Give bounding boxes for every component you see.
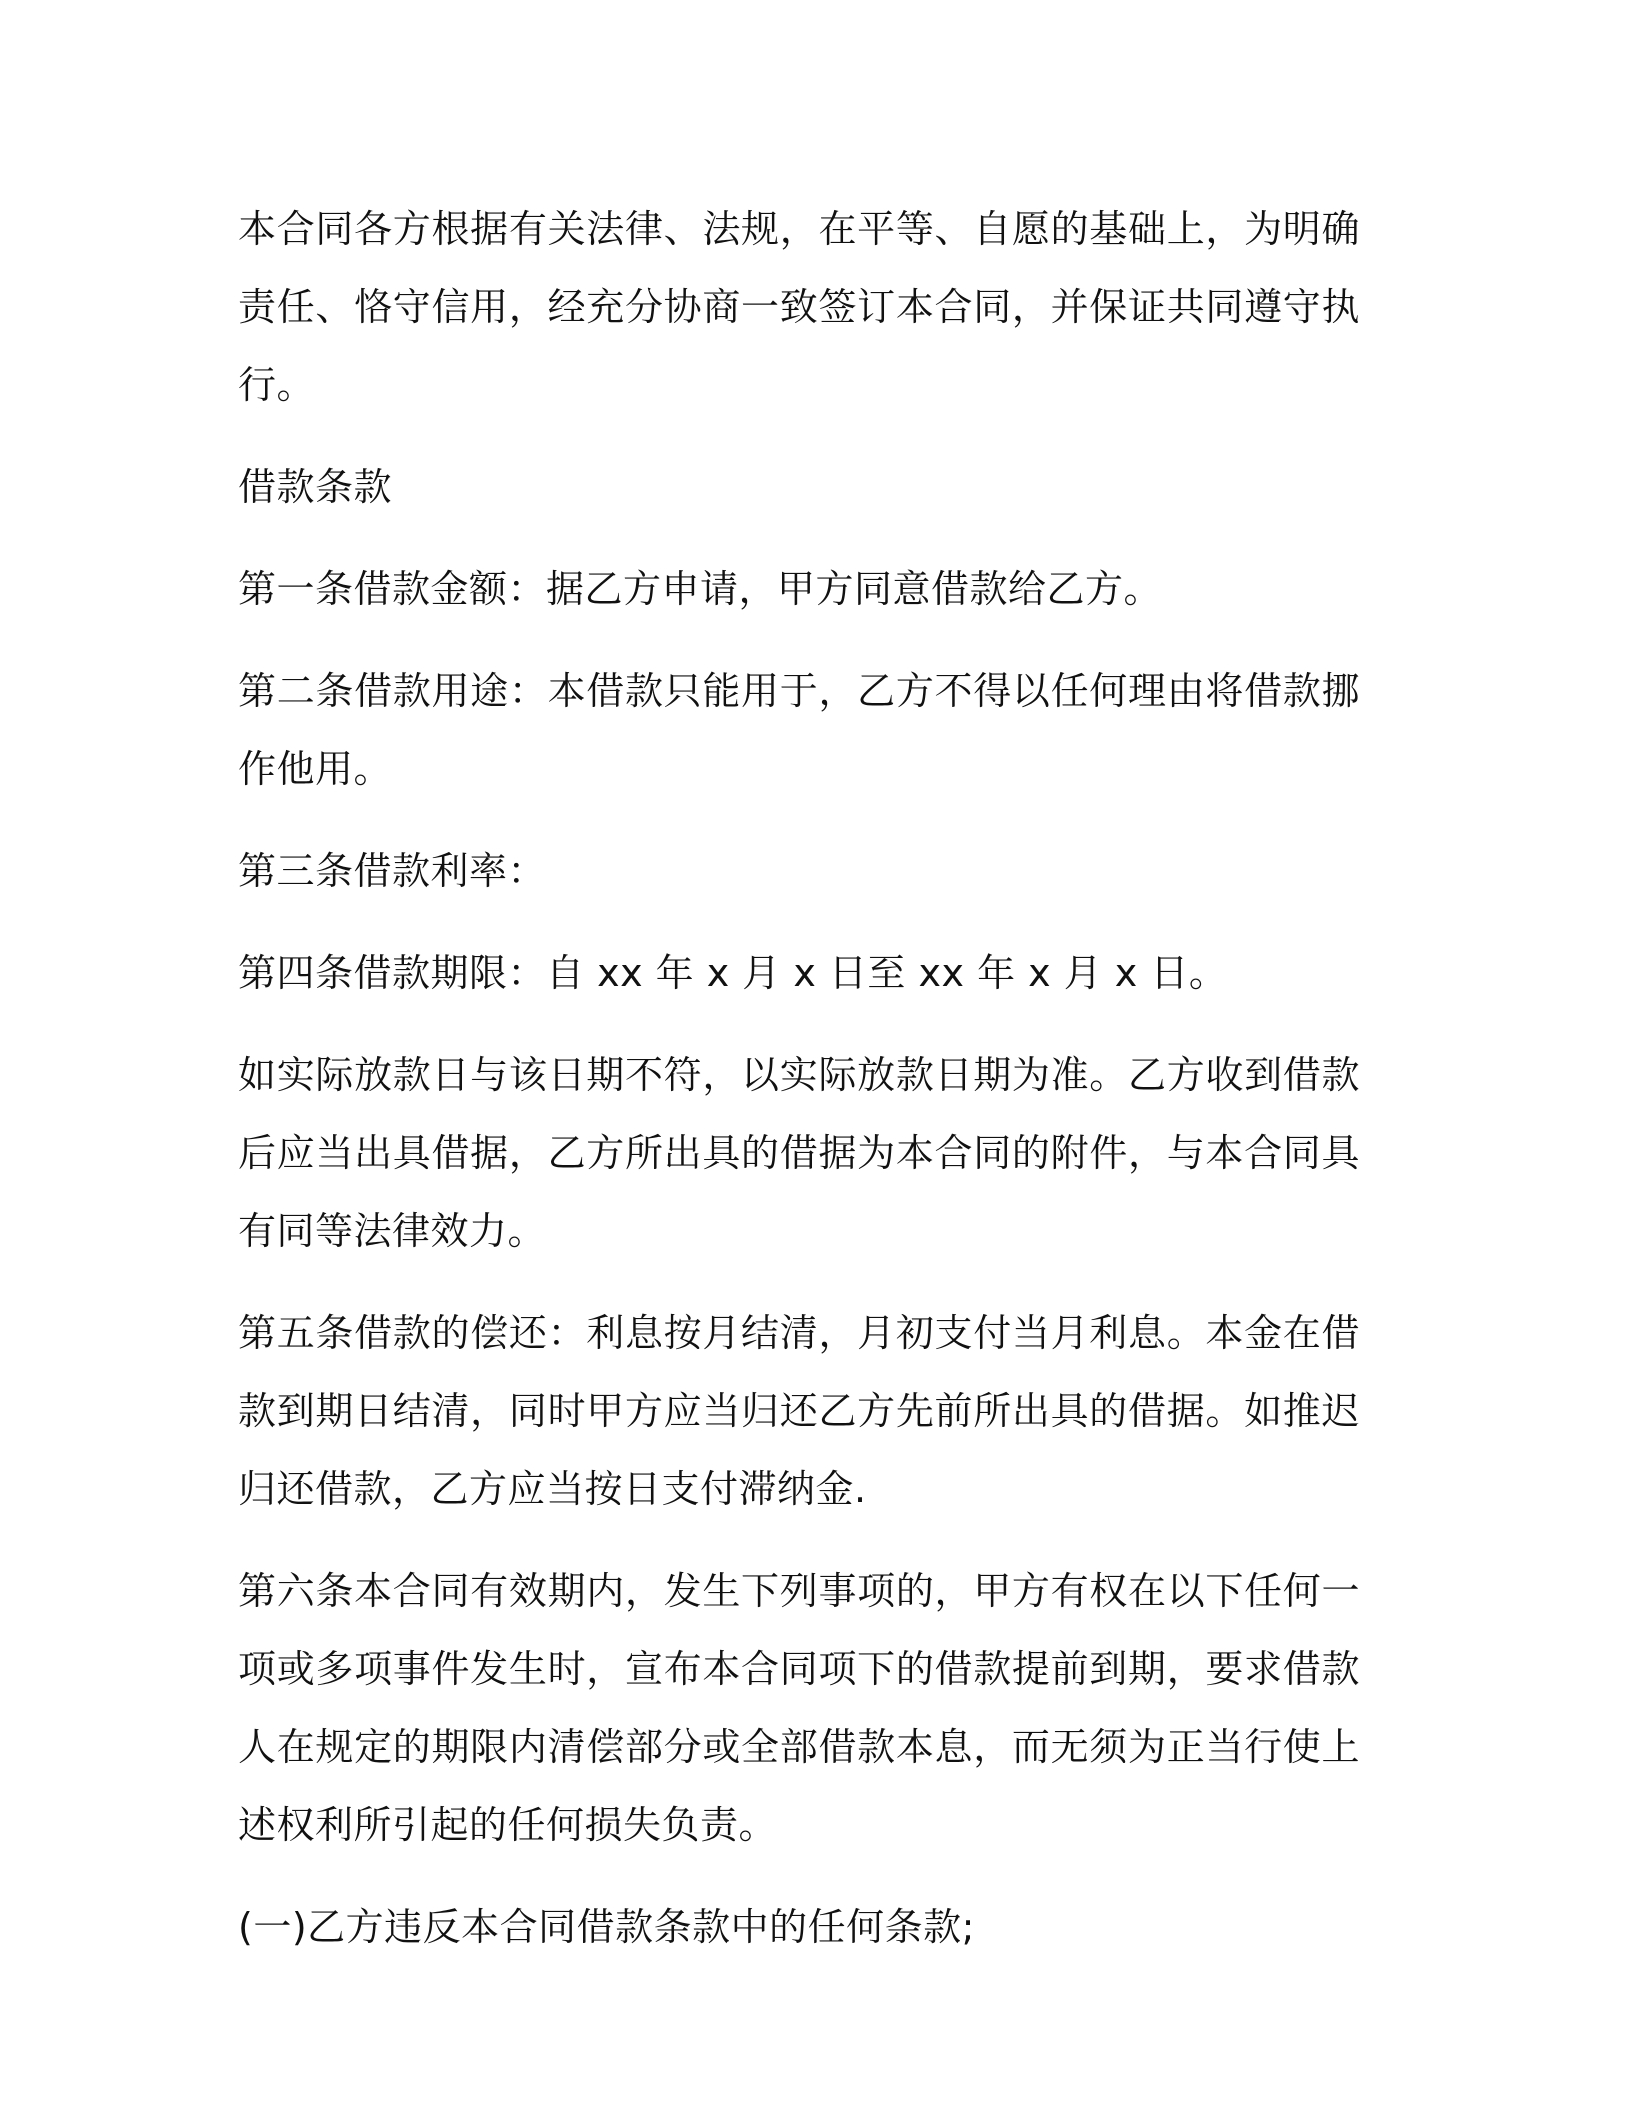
preamble-paragraph: 本合同各方根据有关法律、法规，在平等、自愿的基础上，为明确责任、恪守信用，经充分协商一致签订本合同，并保证共同遵守执行。 xyxy=(238,207,1360,407)
loan-term-note-paragraph: 如实际放款日与该日期不符，以实际放款日期为准。乙方收到借款后应当出具借据，乙方所出具的借据为本合同的附件，与本合同具有同等法律效力。 xyxy=(238,1053,1360,1253)
article-5-repayment: 第五条借款的偿还：利息按月结清，月初支付当月利息。本金在借款到期日结清，同时甲方应当归还乙方先前所出具的借据。如推迟归还借款，乙方应当按日支付滞纳金. xyxy=(238,1311,1360,1511)
section-heading-loan-terms: 借款条款 xyxy=(238,465,393,509)
clause-1-breach: (一)乙方违反本合同借款条款中的任何条款; xyxy=(238,1905,975,1949)
article-3-interest-rate: 第三条借款利率： xyxy=(238,849,547,893)
article-6-acceleration: 第六条本合同有效期内，发生下列事项的，甲方有权在以下任何一项或多项事件发生时，宣布本合同项下的借款提前到期，要求借款人在规定的期限内清偿部分或全部借款本息，而无须为正当行使上述权利所引起的任何损失负责。 xyxy=(238,1569,1360,1847)
document-body xyxy=(238,190,1360,1990)
article-2-loan-purpose: 第二条借款用途：本借款只能用于，乙方不得以任何理由将借款挪作他用。 xyxy=(238,669,1360,791)
article-1-loan-amount: 第一条借款金额：据乙方申请，甲方同意借款给乙方。 xyxy=(238,567,1163,611)
article-4-loan-term: 第四条借款期限：自 xx 年 x 月 x 日至 xx 年 x 月 x 日。 xyxy=(238,951,1228,995)
